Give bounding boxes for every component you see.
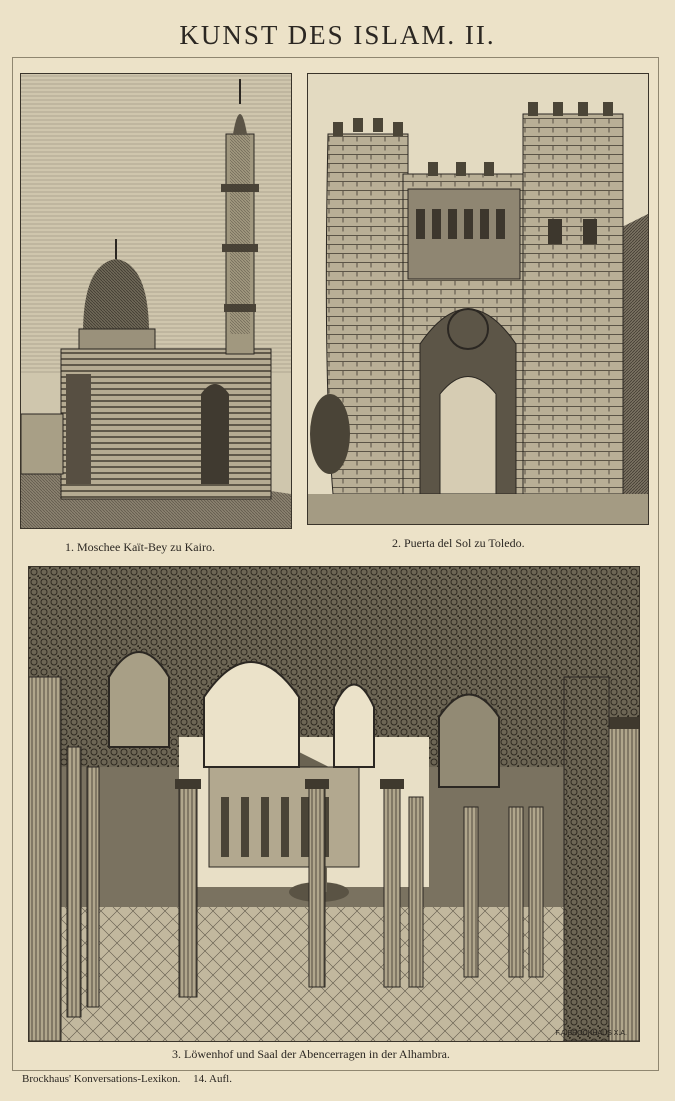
publisher-footer bbox=[22, 1073, 232, 1085]
plate-1-image bbox=[20, 73, 292, 529]
plate-1-caption: 1. Moschee Kaït-Bey zu Kairo. bbox=[65, 540, 215, 554]
plate-3-caption: 3. Löwenhof und Saal der Abencerragen in der Alhambra. bbox=[172, 1047, 450, 1061]
publisher-name: Brockhaus' Konversations-Lexikon. bbox=[22, 1073, 181, 1085]
plate-2-image bbox=[307, 73, 649, 525]
engraver-signature: F.A.BROCKHAUS X.A. bbox=[555, 1030, 627, 1037]
plate-2-caption: 2. Puerta del Sol zu Toledo. bbox=[392, 536, 525, 550]
page-title: KUNST DES ISLAM. II. bbox=[179, 20, 496, 50]
edition-label: 14. Aufl. bbox=[193, 1073, 232, 1085]
plate-3-image bbox=[28, 566, 640, 1042]
